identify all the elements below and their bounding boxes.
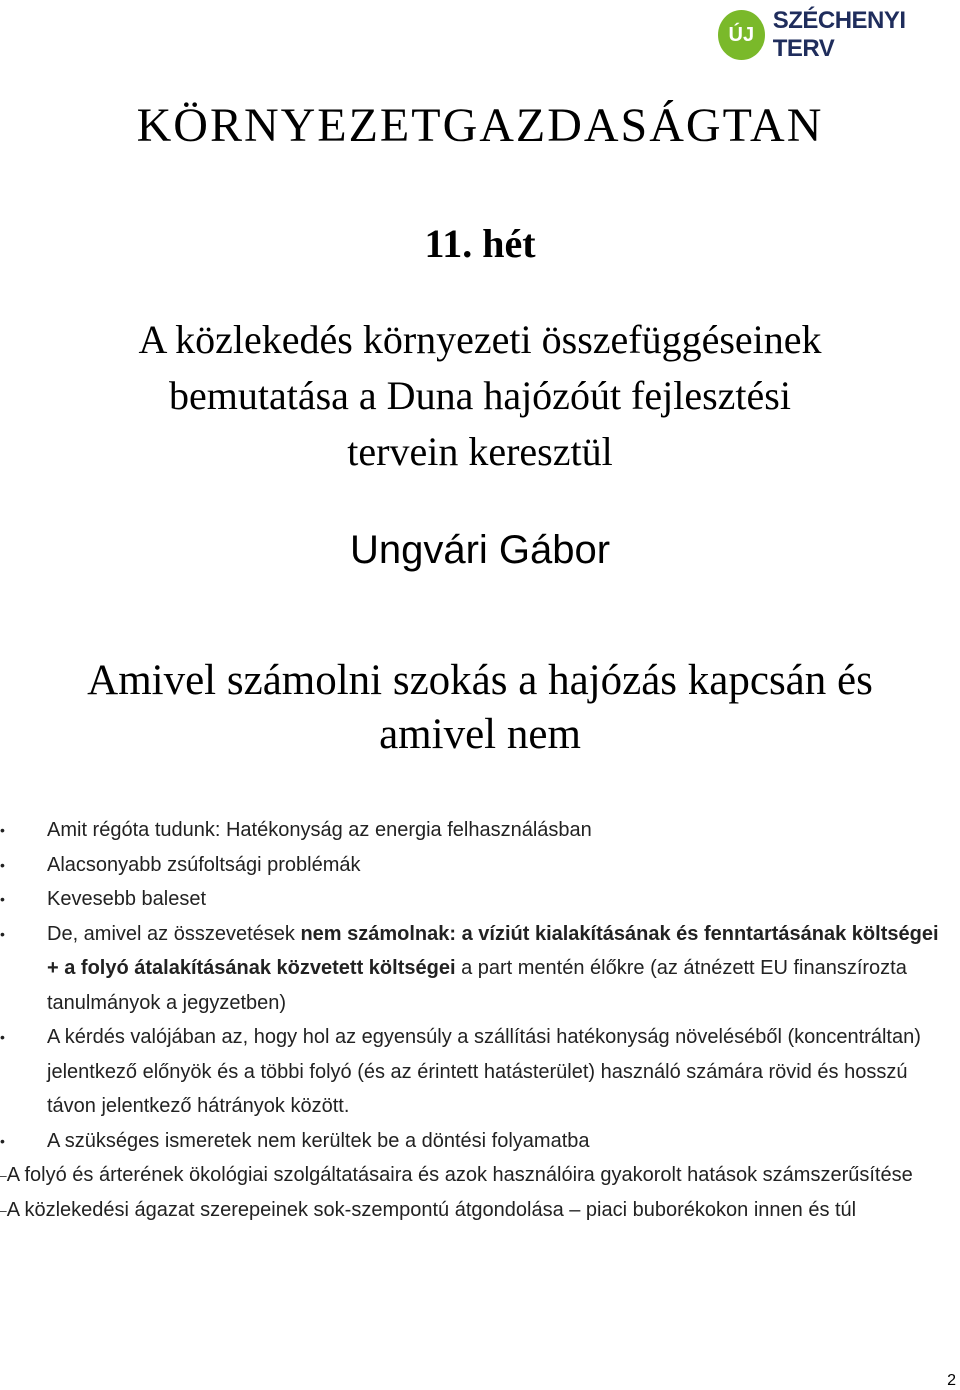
bullet-item: • Amit régóta tudunk: Hatékonyság az energia felhasználásban	[0, 813, 960, 848]
section-heading	[0, 654, 960, 762]
bullet-text: a part mentén élőkre (az átnézett EU finanszírozta tanulmányok a jegyzetben)	[47, 957, 907, 1014]
bullet-list	[0, 813, 960, 1228]
subtitle-line: tervein keresztül	[347, 429, 613, 474]
bullet-item: • A kérdés valójában az, hogy hol az egyensúly a szállítási hatékonyság növeléséből (koncentráltan) jelentkező előnyök és a többi folyó (és az érintett hatásterület) használó számára rövid és hosszú távon jelentkező hátrányok között.	[0, 1020, 960, 1124]
week-label: 11. hét	[424, 221, 536, 266]
subtitle-line: A közlekedés környezeti összefüggéseinek	[138, 317, 822, 362]
szechenyi-terv-logo	[712, 0, 960, 70]
bullet-item: • Alacsonyabb zsúfoltsági problémák	[0, 848, 960, 883]
bullet-text: De, amivel az összevetések	[47, 922, 301, 945]
bullet-item-mixed	[0, 917, 960, 1021]
dash-item-text: A folyó és árterének ökológiai szolgáltatásaira és azok használóira gyakorolt hatások számszerűsítése	[6, 1164, 913, 1186]
dash-mark: –	[0, 1203, 7, 1218]
logo-text: SZÉCHENYI TERV	[772, 7, 906, 62]
dash-item	[0, 1158, 960, 1193]
section-heading-line: amivel nem	[379, 711, 581, 758]
subtitle	[0, 312, 960, 480]
section-heading-line: Amivel számolni szokás a hajózás kapcsán és	[87, 657, 873, 704]
dash-mark: –	[0, 1168, 7, 1183]
page-title: KÖRNYEZETGAZDASÁGTAN	[136, 99, 824, 152]
page-number: 2	[947, 1372, 956, 1389]
dash-item-text: A közlekedési ágazat szerepeinek sok-szempontú átgondolása – piaci buborékokon innen és túl	[6, 1198, 857, 1221]
subtitle-line: bemutatása a Duna hajózóút fejlesztési	[169, 373, 791, 418]
dash-item	[0, 1193, 960, 1228]
bullet-item: • A szükséges ismeretek nem kerültek be a döntési folyamatba	[0, 1124, 960, 1159]
bullet-bold-text: nem számolnak: a víziút kialakításának és fenntartásának költségei + a folyó átalakításának közvetett költségei	[47, 922, 939, 979]
logo-badge: ÚJ	[718, 10, 765, 60]
bullet-item: • Kevesebb baleset	[0, 882, 960, 917]
author-name: Ungvári Gábor	[349, 528, 611, 572]
